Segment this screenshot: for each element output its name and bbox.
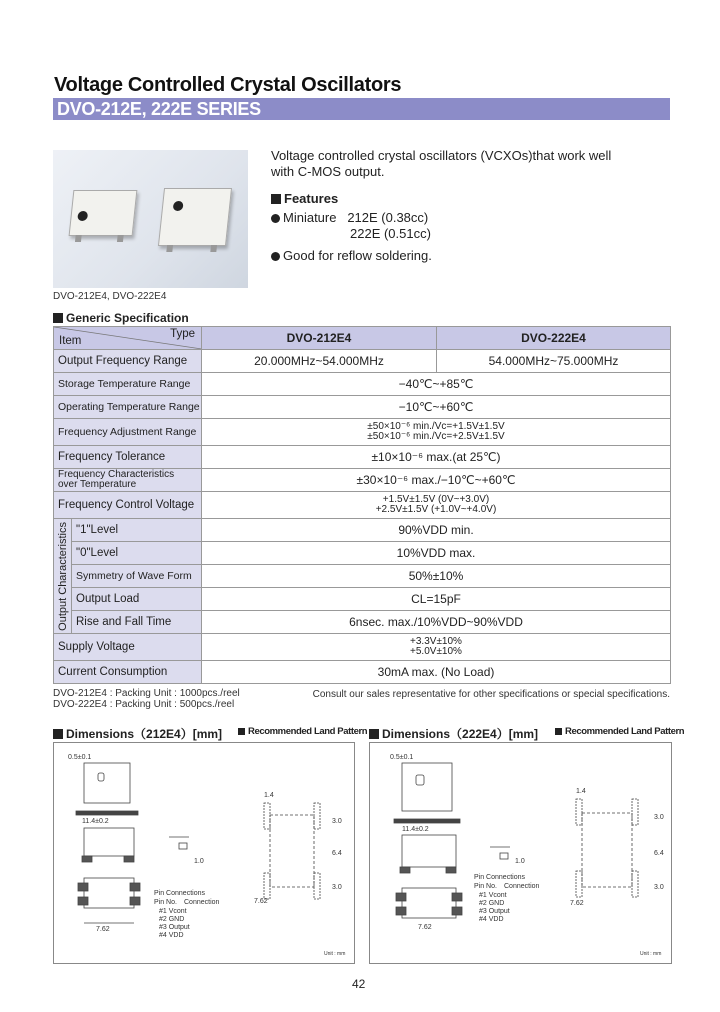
row-value: CL=15pF <box>202 588 671 611</box>
series-banner <box>53 98 670 120</box>
land-pattern-heading-left: Recommended Land Pattern <box>238 726 367 737</box>
product-photo <box>53 150 248 288</box>
pin-row: #1 Vcont <box>479 892 507 899</box>
square-bullet-icon <box>555 728 562 735</box>
row-value <box>202 492 671 519</box>
land-pitch: 7.62 <box>254 898 268 905</box>
pin-row: #2 GND <box>159 916 185 923</box>
land-d: 3.0 <box>654 884 664 891</box>
row-label: "0"Level <box>72 542 202 565</box>
spec-table <box>53 326 671 684</box>
unit-label: Unit : mm <box>640 951 662 957</box>
row-level-1 <box>54 519 671 542</box>
land-pattern-heading-right: Recommended Land Pattern <box>555 726 684 737</box>
row-freq-adjustment <box>54 419 671 446</box>
dim-thickness: 1.0 <box>194 858 204 865</box>
row-level-0 <box>54 542 671 565</box>
chip-212e4-image <box>69 190 138 236</box>
row-value-line-2: ±50×10⁻⁶ min./Vc=+2.5V±1.5V <box>367 431 505 442</box>
land-c: 6.4 <box>332 850 342 857</box>
drawing-222e4-svg <box>370 743 671 963</box>
drawing-212e4-svg <box>54 743 354 963</box>
drawing-212e4 <box>53 742 355 964</box>
row-value <box>202 419 671 446</box>
col-header-212e4: DVO-212E4 <box>202 327 437 350</box>
square-bullet-icon <box>53 313 63 323</box>
pin-row: #3 Output <box>479 908 510 915</box>
pin-title: Pin Connections <box>474 874 525 881</box>
square-bullet-icon <box>271 194 281 204</box>
row-value: 10%VDD max. <box>202 542 671 565</box>
row-value-212e4: 20.000MHz~54.000MHz <box>202 350 437 373</box>
pin-row: #1 Vcont <box>159 908 187 915</box>
row-label: Frequency Tolerance <box>54 446 202 469</box>
spec-corner-cell <box>54 327 202 350</box>
dimensions-212e4-heading: Dimensions（212E4）[mm] <box>53 725 222 742</box>
feature-miniature: Miniature 212E (0.38cc) <box>271 210 671 226</box>
intro-line-2: with C-MOS output. <box>271 164 385 179</box>
bullet-icon <box>271 214 280 223</box>
land-a: 1.4 <box>264 792 274 799</box>
group-label: Output Characteristics <box>56 521 69 631</box>
dim-top: 0.5±0.1 <box>390 754 414 761</box>
pin-title: Pin Connections <box>154 890 205 897</box>
row-operating-temp <box>54 396 671 419</box>
row-value: −40℃~+85℃ <box>202 373 671 396</box>
pin-header-connection: Connection <box>184 899 220 906</box>
row-output-load <box>54 588 671 611</box>
intro-line-1: Voltage controlled crystal oscillators (VCXOs)that work well <box>271 148 612 163</box>
dim-pitch: 7.62 <box>418 924 432 931</box>
square-bullet-icon <box>238 728 245 735</box>
row-value: ±10×10⁻⁶ max.(at 25℃) <box>202 446 671 469</box>
chip-222e4-image <box>158 188 232 246</box>
packing-notes <box>53 688 240 710</box>
square-bullet-icon <box>53 729 63 739</box>
row-freq-tolerance <box>54 446 671 469</box>
row-value: −10℃~+60℃ <box>202 396 671 419</box>
dim-pitch: 7.62 <box>96 926 110 933</box>
pin-row: #4 VDD <box>159 932 184 939</box>
output-characteristics-group <box>54 519 72 634</box>
row-label: Current Consumption <box>54 661 202 684</box>
pin-row: #4 VDD <box>479 916 504 923</box>
row-value-line-1: +3.3V±10% <box>410 636 462 647</box>
feature-miniature-222e: 222E (0.51cc) <box>350 226 431 241</box>
row-label: Symmetry of Wave Form <box>72 565 202 588</box>
row-current <box>54 661 671 684</box>
row-value-line-1: ±50×10⁻⁶ min./Vc=+1.5V±1.5V <box>367 421 505 432</box>
drawing-222e4 <box>369 742 672 964</box>
row-freq-control <box>54 492 671 519</box>
page-title: Voltage Controlled Crystal Oscillators <box>54 74 402 96</box>
series-title: DVO-212E, 222E SERIES <box>57 99 261 119</box>
pin-row: #3 Output <box>159 924 190 931</box>
pin-header: Pin No. <box>154 899 177 906</box>
spec-heading: Generic Specification <box>53 311 189 325</box>
row-value: 50%±10% <box>202 565 671 588</box>
row-label-line-1: Frequency Characteristics <box>58 469 175 480</box>
dim-thickness: 1.0 <box>515 858 525 865</box>
row-label: Operating Temperature Range <box>54 396 202 419</box>
corner-type-label: Type <box>170 328 195 340</box>
row-label: Frequency Adjustment Range <box>54 419 202 446</box>
pin-header: Pin No. <box>474 883 497 890</box>
pin-row: #2 GND <box>479 900 505 907</box>
intro-block <box>271 148 671 264</box>
land-d: 3.0 <box>332 884 342 891</box>
row-label: Frequency Control Voltage <box>54 492 202 519</box>
packing-note-222e4: DVO-222E4 : Packing Unit : 500pcs./reel <box>53 699 235 710</box>
photo-caption: DVO-212E4, DVO-222E4 <box>53 291 167 302</box>
row-value-line-2: +2.5V±1.5V (+1.0V~+4.0V) <box>375 504 497 515</box>
row-label: Rise and Fall Time <box>72 611 202 634</box>
col-header-222e4: DVO-222E4 <box>437 327 671 350</box>
row-symmetry <box>54 565 671 588</box>
features-heading: Features <box>271 191 671 207</box>
row-label <box>54 469 202 492</box>
row-value-line-1: +1.5V±1.5V (0V~+3.0V) <box>382 494 490 505</box>
row-value-222e4: 54.000MHz~75.000MHz <box>437 350 671 373</box>
page-number: 42 <box>352 977 366 991</box>
square-bullet-icon <box>369 729 379 739</box>
land-pitch: 7.62 <box>570 900 584 907</box>
row-label: "1"Level <box>72 519 202 542</box>
dimensions-222e4-heading: Dimensions（222E4）[mm] <box>369 725 538 742</box>
row-label: Storage Temperature Range <box>54 373 202 396</box>
row-rise-fall <box>54 611 671 634</box>
pin-header-connection: Connection <box>504 883 540 890</box>
row-label: Supply Voltage <box>54 634 202 661</box>
dim-width: 11.4±0.2 <box>402 826 429 833</box>
dim-width: 11.4±0.2 <box>82 818 109 825</box>
row-label: Output Load <box>72 588 202 611</box>
row-storage-temp <box>54 373 671 396</box>
feature-reflow: Good for reflow soldering. <box>271 248 671 264</box>
row-value-line-2: +5.0V±10% <box>410 646 462 657</box>
row-label-line-2: over Temperature <box>58 479 137 490</box>
row-value: ±30×10⁻⁶ max./−10℃~+60℃ <box>202 469 671 492</box>
row-value <box>202 634 671 661</box>
row-output-frequency <box>54 350 671 373</box>
packing-note-212e4: DVO-212E4 : Packing Unit : 1000pcs./reel <box>53 688 240 699</box>
row-value: 90%VDD min. <box>202 519 671 542</box>
land-b: 3.0 <box>332 818 342 825</box>
row-value: 30mA max. (No Load) <box>202 661 671 684</box>
dim-top: 0.5±0.1 <box>68 754 92 761</box>
consult-note: Consult our sales representative for other specifications or special specifications. <box>312 689 670 700</box>
row-label: Output Frequency Range <box>54 350 202 373</box>
row-supply-voltage <box>54 634 671 661</box>
land-b: 3.0 <box>654 814 664 821</box>
unit-label: Unit : mm <box>324 951 346 957</box>
corner-item-label: Item <box>59 335 82 347</box>
row-freq-characteristics <box>54 469 671 492</box>
land-a: 1.4 <box>576 788 586 795</box>
land-c: 6.4 <box>654 850 664 857</box>
bullet-icon <box>271 252 280 261</box>
row-value: 6nsec. max./10%VDD~90%VDD <box>202 611 671 634</box>
